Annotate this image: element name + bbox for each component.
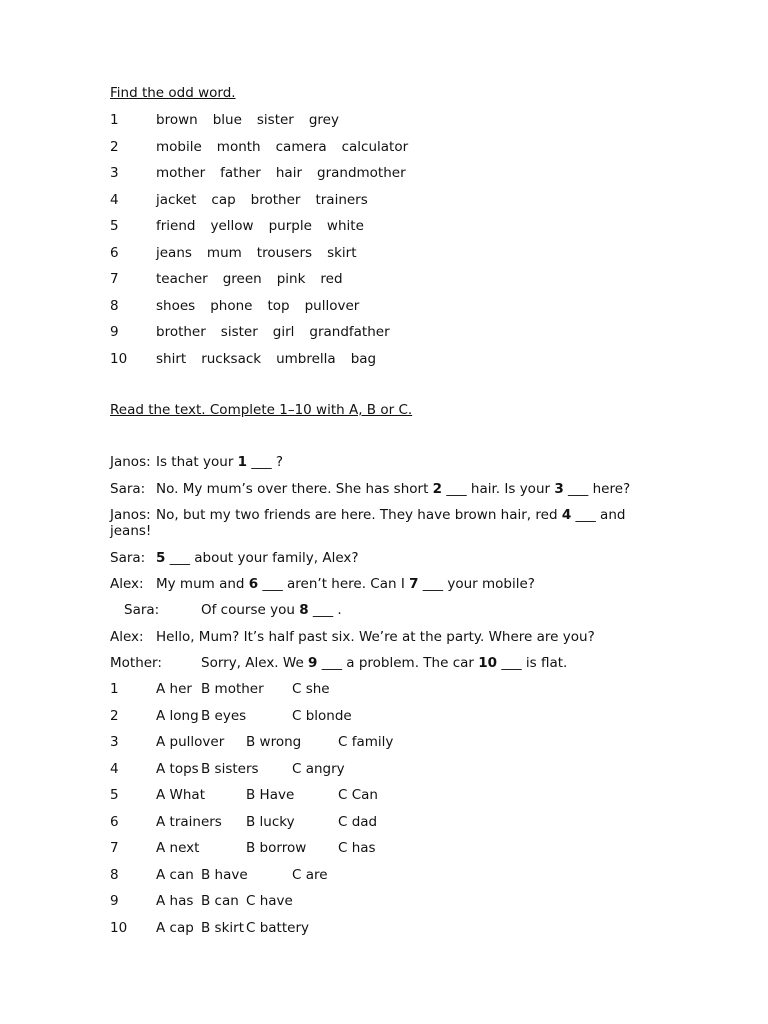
option-row (110, 866, 670, 884)
odd-word-row (110, 111, 670, 129)
speaker: Janos: (110, 507, 151, 523)
word-group (156, 164, 421, 182)
word-option: yellow (210, 218, 254, 234)
item-number: 7 (110, 840, 119, 856)
text-fragment: Hello, Mum? It’s half past six. We’re at the party. Where are you? (156, 629, 595, 645)
word-group (156, 138, 423, 156)
word-option: shirt (156, 350, 187, 367)
answer-option: A her (156, 681, 192, 697)
speaker: Janos: (110, 454, 151, 470)
text-fragment: ___ here? (563, 481, 631, 497)
text-fragment: ___ aren’t here. Can I (258, 576, 410, 592)
item-number: 10 (110, 919, 128, 936)
speaker: Mother: (110, 655, 162, 671)
word-option: hair (275, 165, 302, 181)
text-fragment: ___ is flat. (497, 655, 568, 671)
answer-option: A can (156, 866, 194, 883)
word-option: grandfather (309, 324, 390, 340)
speaker: Alex: (110, 576, 144, 592)
option-row (110, 919, 670, 937)
dialogue-line (110, 575, 670, 593)
word-option: brother (156, 324, 206, 340)
word-option: trousers (256, 244, 313, 261)
speaker: Sara: (124, 602, 160, 618)
blank-number: 9 (308, 655, 318, 671)
text-fragment: ___ a problem. The car (317, 655, 479, 671)
option-row (110, 786, 670, 804)
dialogue-line (110, 601, 670, 619)
dialogue-line (110, 549, 670, 567)
item-number: 5 (110, 218, 119, 234)
word-option: skirt (327, 244, 357, 261)
word-group (156, 217, 379, 235)
answer-option: A cap (156, 919, 194, 936)
word-option: girl (272, 324, 295, 340)
blank-number: 8 (299, 602, 309, 618)
item-number: 1 (110, 681, 119, 697)
answer-option: A tops (156, 760, 199, 777)
text-fragment: ___ and (571, 507, 626, 523)
blank-number: 4 (561, 507, 572, 523)
answer-option: A trainers (156, 813, 222, 830)
text-fragment: No. My mum’s over there. She has short (156, 481, 433, 497)
word-option: grey (308, 112, 339, 128)
answer-option: C battery (246, 919, 309, 936)
answer-option: A next (156, 840, 200, 856)
section2-title: Read the text. Complete 1–10 with A, B or C. (110, 402, 413, 418)
option-row (110, 733, 670, 751)
dialogue-text (156, 506, 625, 524)
item-number: 3 (110, 165, 119, 181)
word-option: umbrella (276, 350, 336, 367)
word-group (156, 244, 372, 262)
speaker: Sara: (110, 481, 146, 497)
answer-option: C have (246, 893, 293, 909)
text-fragment: ___ hair. Is your (442, 481, 555, 497)
text-fragment: Sorry, Alex. We (201, 655, 309, 671)
answer-option: B borrow (246, 840, 307, 856)
word-option: mobile (156, 138, 202, 155)
answer-option: A long (156, 707, 199, 724)
answer-option: B wrong (246, 734, 302, 750)
word-option: rucksack (201, 350, 262, 367)
word-option: jacket (156, 191, 197, 208)
odd-word-row (110, 323, 670, 341)
answer-option: C family (338, 734, 394, 750)
blank-number: 5 (156, 550, 166, 566)
answer-option: C has (338, 840, 376, 856)
word-group (156, 350, 391, 368)
odd-word-row (110, 138, 670, 156)
answer-option: C Can (338, 787, 378, 803)
item-number: 2 (110, 707, 119, 724)
answer-option: B mother (201, 681, 264, 697)
blank-number: 7 (409, 576, 419, 592)
dialogue-text (201, 654, 567, 672)
item-number: 3 (110, 734, 119, 750)
word-option: phone (210, 297, 253, 314)
answer-option: C dad (338, 813, 378, 830)
word-option: grandmother (317, 165, 406, 181)
word-option: bag (350, 350, 377, 367)
answer-option: B can (201, 893, 239, 909)
speaker: Alex: (110, 629, 144, 645)
item-number: 5 (110, 787, 119, 803)
item-number: 2 (110, 138, 119, 155)
dialogue-line (110, 506, 670, 524)
blank-number: 6 (248, 576, 259, 592)
word-option: pullover (304, 297, 360, 314)
dialogue-line (110, 654, 670, 672)
odd-word-row (110, 217, 670, 235)
answer-option: C angry (292, 760, 345, 777)
text-fragment: ___ about your family, Alex? (165, 550, 359, 566)
word-option: jeans (156, 244, 192, 261)
speaker: Sara: (110, 550, 146, 566)
dialogue-text (156, 453, 283, 471)
word-option: sister (256, 112, 294, 128)
option-row (110, 707, 670, 725)
option-row (110, 813, 670, 831)
answer-option: A pullover (156, 734, 225, 750)
dialogue-text (156, 575, 535, 593)
word-group (156, 270, 358, 288)
item-number: 4 (110, 760, 119, 777)
word-group (156, 191, 383, 209)
item-number: 9 (110, 324, 119, 340)
answer-option: A What (156, 787, 205, 803)
option-row (110, 892, 670, 910)
word-option: trainers (315, 191, 368, 208)
text-fragment: Is that your (156, 454, 238, 470)
word-option: calculator (341, 138, 409, 155)
answer-option: C blonde (292, 707, 352, 724)
blank-number: 3 (554, 481, 564, 497)
item-number: 8 (110, 297, 119, 314)
odd-word-row (110, 191, 670, 209)
dialogue-continuation: jeans! (110, 523, 152, 539)
answer-option: C are (292, 866, 328, 883)
text-fragment: Of course you (201, 602, 300, 618)
text-fragment: ___ your mobile? (418, 576, 535, 592)
odd-word-row (110, 297, 670, 315)
item-number: 6 (110, 244, 119, 261)
word-option: brown (156, 112, 198, 128)
word-option: red (320, 271, 343, 287)
blank-number: 2 (432, 481, 443, 497)
answer-option: B have (201, 866, 248, 883)
dialogue-line (110, 453, 670, 471)
dialogue-text (201, 601, 342, 619)
word-option: pink (276, 271, 306, 287)
item-number: 4 (110, 191, 119, 208)
word-option: mother (156, 165, 206, 181)
dialogue-line (110, 480, 670, 498)
word-option: cap (211, 191, 236, 208)
answer-option: B Have (246, 787, 295, 803)
blank-number: 1 (237, 454, 248, 470)
text-fragment: My mum and (156, 576, 249, 592)
section1-title: Find the odd word. (110, 85, 236, 101)
answer-option: B sisters (201, 760, 259, 777)
word-option: month (216, 138, 261, 155)
text-fragment: ___ ? (247, 454, 284, 470)
word-option: camera (275, 138, 327, 155)
odd-word-row (110, 244, 670, 262)
dialogue-text (156, 628, 595, 646)
dialogue-text (156, 480, 630, 498)
text-fragment: No, but my two friends are here. They have brown hair, red (156, 507, 562, 523)
word-group (156, 297, 374, 315)
odd-word-row (110, 270, 670, 288)
answer-option: C she (292, 681, 330, 697)
answer-option: B skirt (201, 919, 244, 936)
word-option: purple (268, 218, 312, 234)
item-number: 6 (110, 813, 119, 830)
word-option: sister (220, 324, 258, 340)
option-row (110, 760, 670, 778)
word-option: teacher (156, 271, 208, 287)
item-number: 10 (110, 350, 128, 367)
word-option: mum (206, 244, 242, 261)
word-option: shoes (156, 297, 196, 314)
blank-number: 10 (478, 655, 498, 671)
word-group (156, 323, 405, 341)
answer-option: A has (156, 893, 194, 909)
item-number: 9 (110, 893, 119, 909)
dialogue-line (110, 628, 670, 646)
word-option: top (267, 297, 290, 314)
item-number: 7 (110, 271, 119, 287)
answer-option: B lucky (246, 813, 295, 830)
word-option: brother (250, 191, 301, 208)
word-group (156, 111, 354, 129)
word-option: father (220, 165, 261, 181)
answer-option: B eyes (201, 707, 247, 724)
odd-word-row (110, 164, 670, 182)
odd-word-row (110, 350, 670, 368)
word-option: green (222, 271, 262, 287)
text-fragment: ___ . (308, 602, 342, 618)
option-row (110, 839, 670, 857)
item-number: 8 (110, 866, 119, 883)
word-option: white (326, 218, 364, 234)
word-option: friend (156, 218, 196, 234)
word-option: blue (212, 112, 242, 128)
dialogue-text (156, 549, 359, 567)
item-number: 1 (110, 112, 119, 128)
option-row (110, 680, 670, 698)
